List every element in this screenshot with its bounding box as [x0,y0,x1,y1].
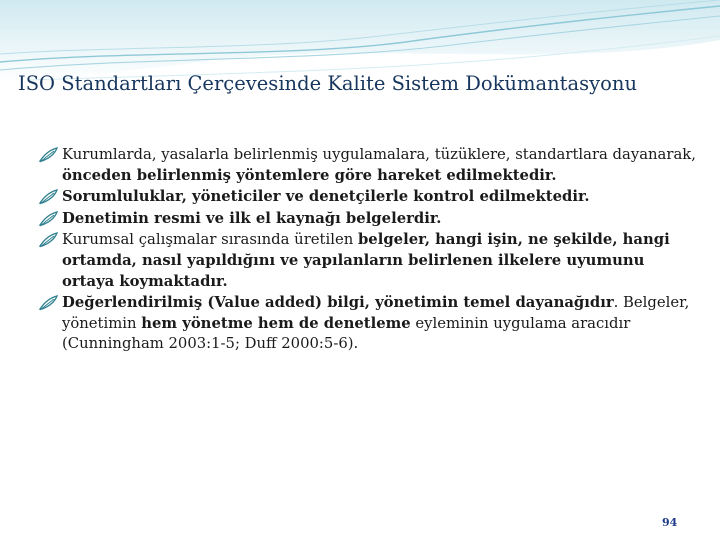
bullet-text: . Belgeler, yönetimin [62,294,690,332]
bullet-item [38,145,698,186]
bullet-item [38,293,698,355]
bullet-text: Denetimin resmi ve ilk el kaynağı belgelerdir. [62,209,442,227]
bullet-text: belgeler, hangi işin, ne şekilde, hangi ortamda, nasıl yapıldığını ve yapılanların belirlenen ilkelere uyumunu ortaya koymaktadır. [62,231,670,290]
feather-bullet-icon [38,294,60,312]
bullet-text: önceden belirlenmiş yöntemlere göre hareket edilmektedir. [62,166,557,184]
feather-bullet-icon [38,210,60,228]
feather-bullet-icon [38,231,60,249]
page-number: 94 [662,516,678,529]
slide-title: ISO Standartları Çerçevesinde Kalite Sistem Dokümantasyonu [18,72,638,95]
bullet-text: Değerlendirilmiş (Value added) bilgi, yönetimin temel dayanağıdır [62,294,614,312]
feather-bullet-icon [38,146,60,164]
bullet-item [38,209,698,230]
bullet-text: Sorumluluklar, yöneticiler ve denetçilerle kontrol edilmektedir. [62,188,590,206]
bullet-text: Kurumsal çalışmalar sırasında üretilen [62,231,358,249]
bullet-text: Kurumlarda, yasalarla belirlenmiş uygulamalara, tüzüklere, standartlara dayanarak, [62,146,696,163]
bullet-item [38,187,698,208]
bullet-item [38,230,698,292]
bullet-text: eyleminin uygulama aracıdır (Cunningham 2003:1-5; Duff 2000:5-6). [62,314,631,353]
feather-bullet-icon [38,188,60,206]
bullet-text: hem yönetme hem de denetleme [141,314,411,332]
bullet-list [38,145,698,356]
